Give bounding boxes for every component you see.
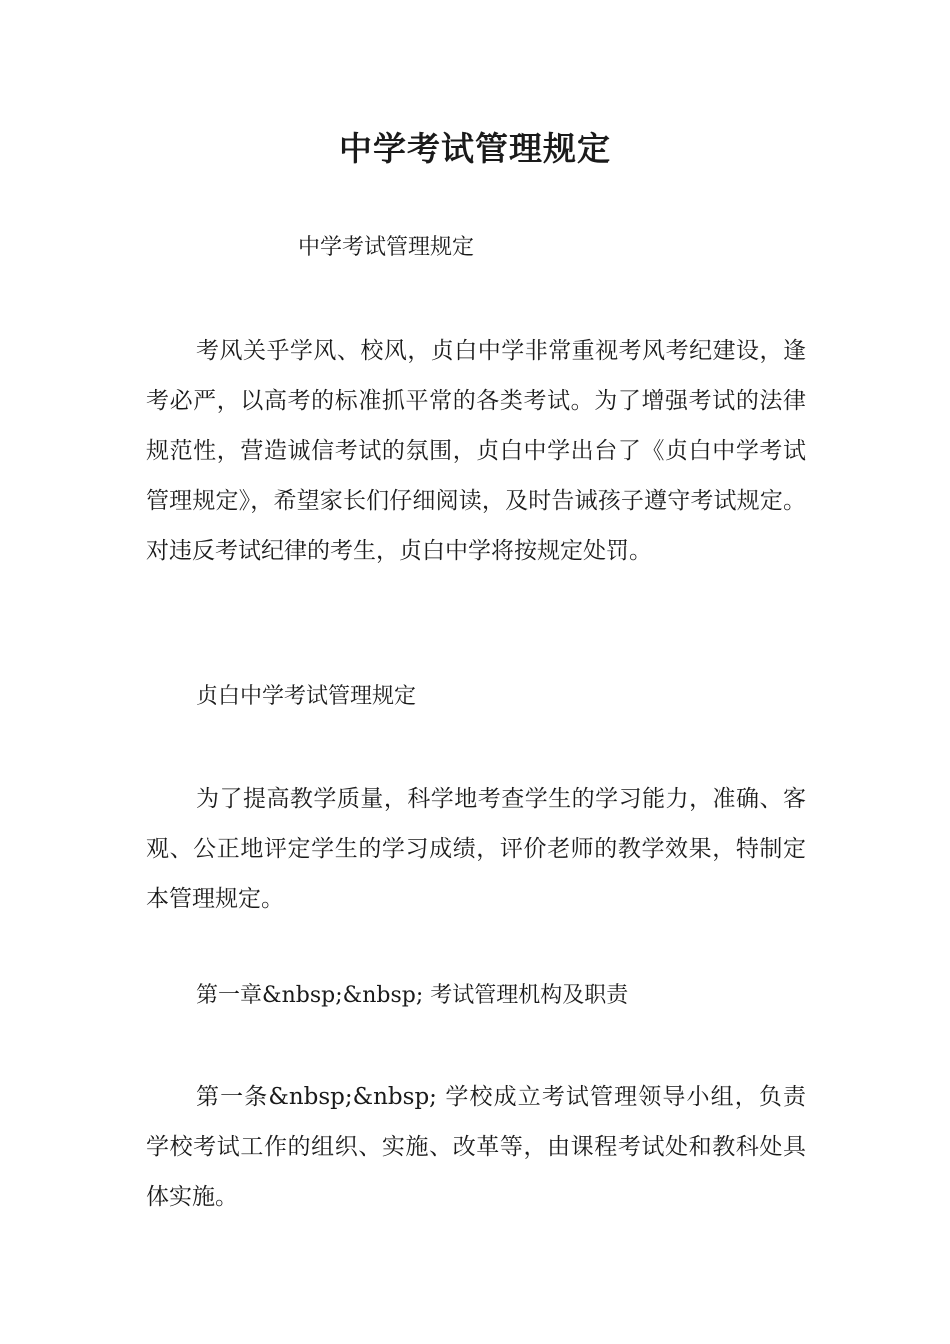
document-subtitle: 中学考试管理规定 — [298, 235, 475, 260]
section-heading: 贞白中学考试管理规定 — [196, 684, 417, 709]
document-title: 中学考试管理规定 — [339, 129, 611, 168]
purpose-paragraph: 为了提高教学质量，科学地考查学生的学习能力，准确、客观、公正地评定学生的学习成绩，评价老师的教学效果，特制定本管理规定。 — [146, 786, 806, 912]
chapter-heading: 第一章&nbsp;&nbsp; 考试管理机构及职责 — [196, 983, 629, 1008]
intro-paragraph: 考风关乎学风、校风，贞白中学非常重视考风考纪建设，逢考必严，以高考的标准抓平常的各类考试。为了增强考试的法律规范性，营造诚信考试的氛围，贞白中学出台了《贞白中学考试管理规定》，希望家长们仔细阅读，及时告诫孩子遵守考试规定。对违反考试纪律的考生，贞白中学将按规定处罚。 — [146, 338, 806, 564]
article-paragraph: 第一条&nbsp;&nbsp; 学校成立考试管理领导小组，负责学校考试工作的组织、实施、改革等，由课程考试处和教科处具体实施。 — [146, 1084, 806, 1210]
